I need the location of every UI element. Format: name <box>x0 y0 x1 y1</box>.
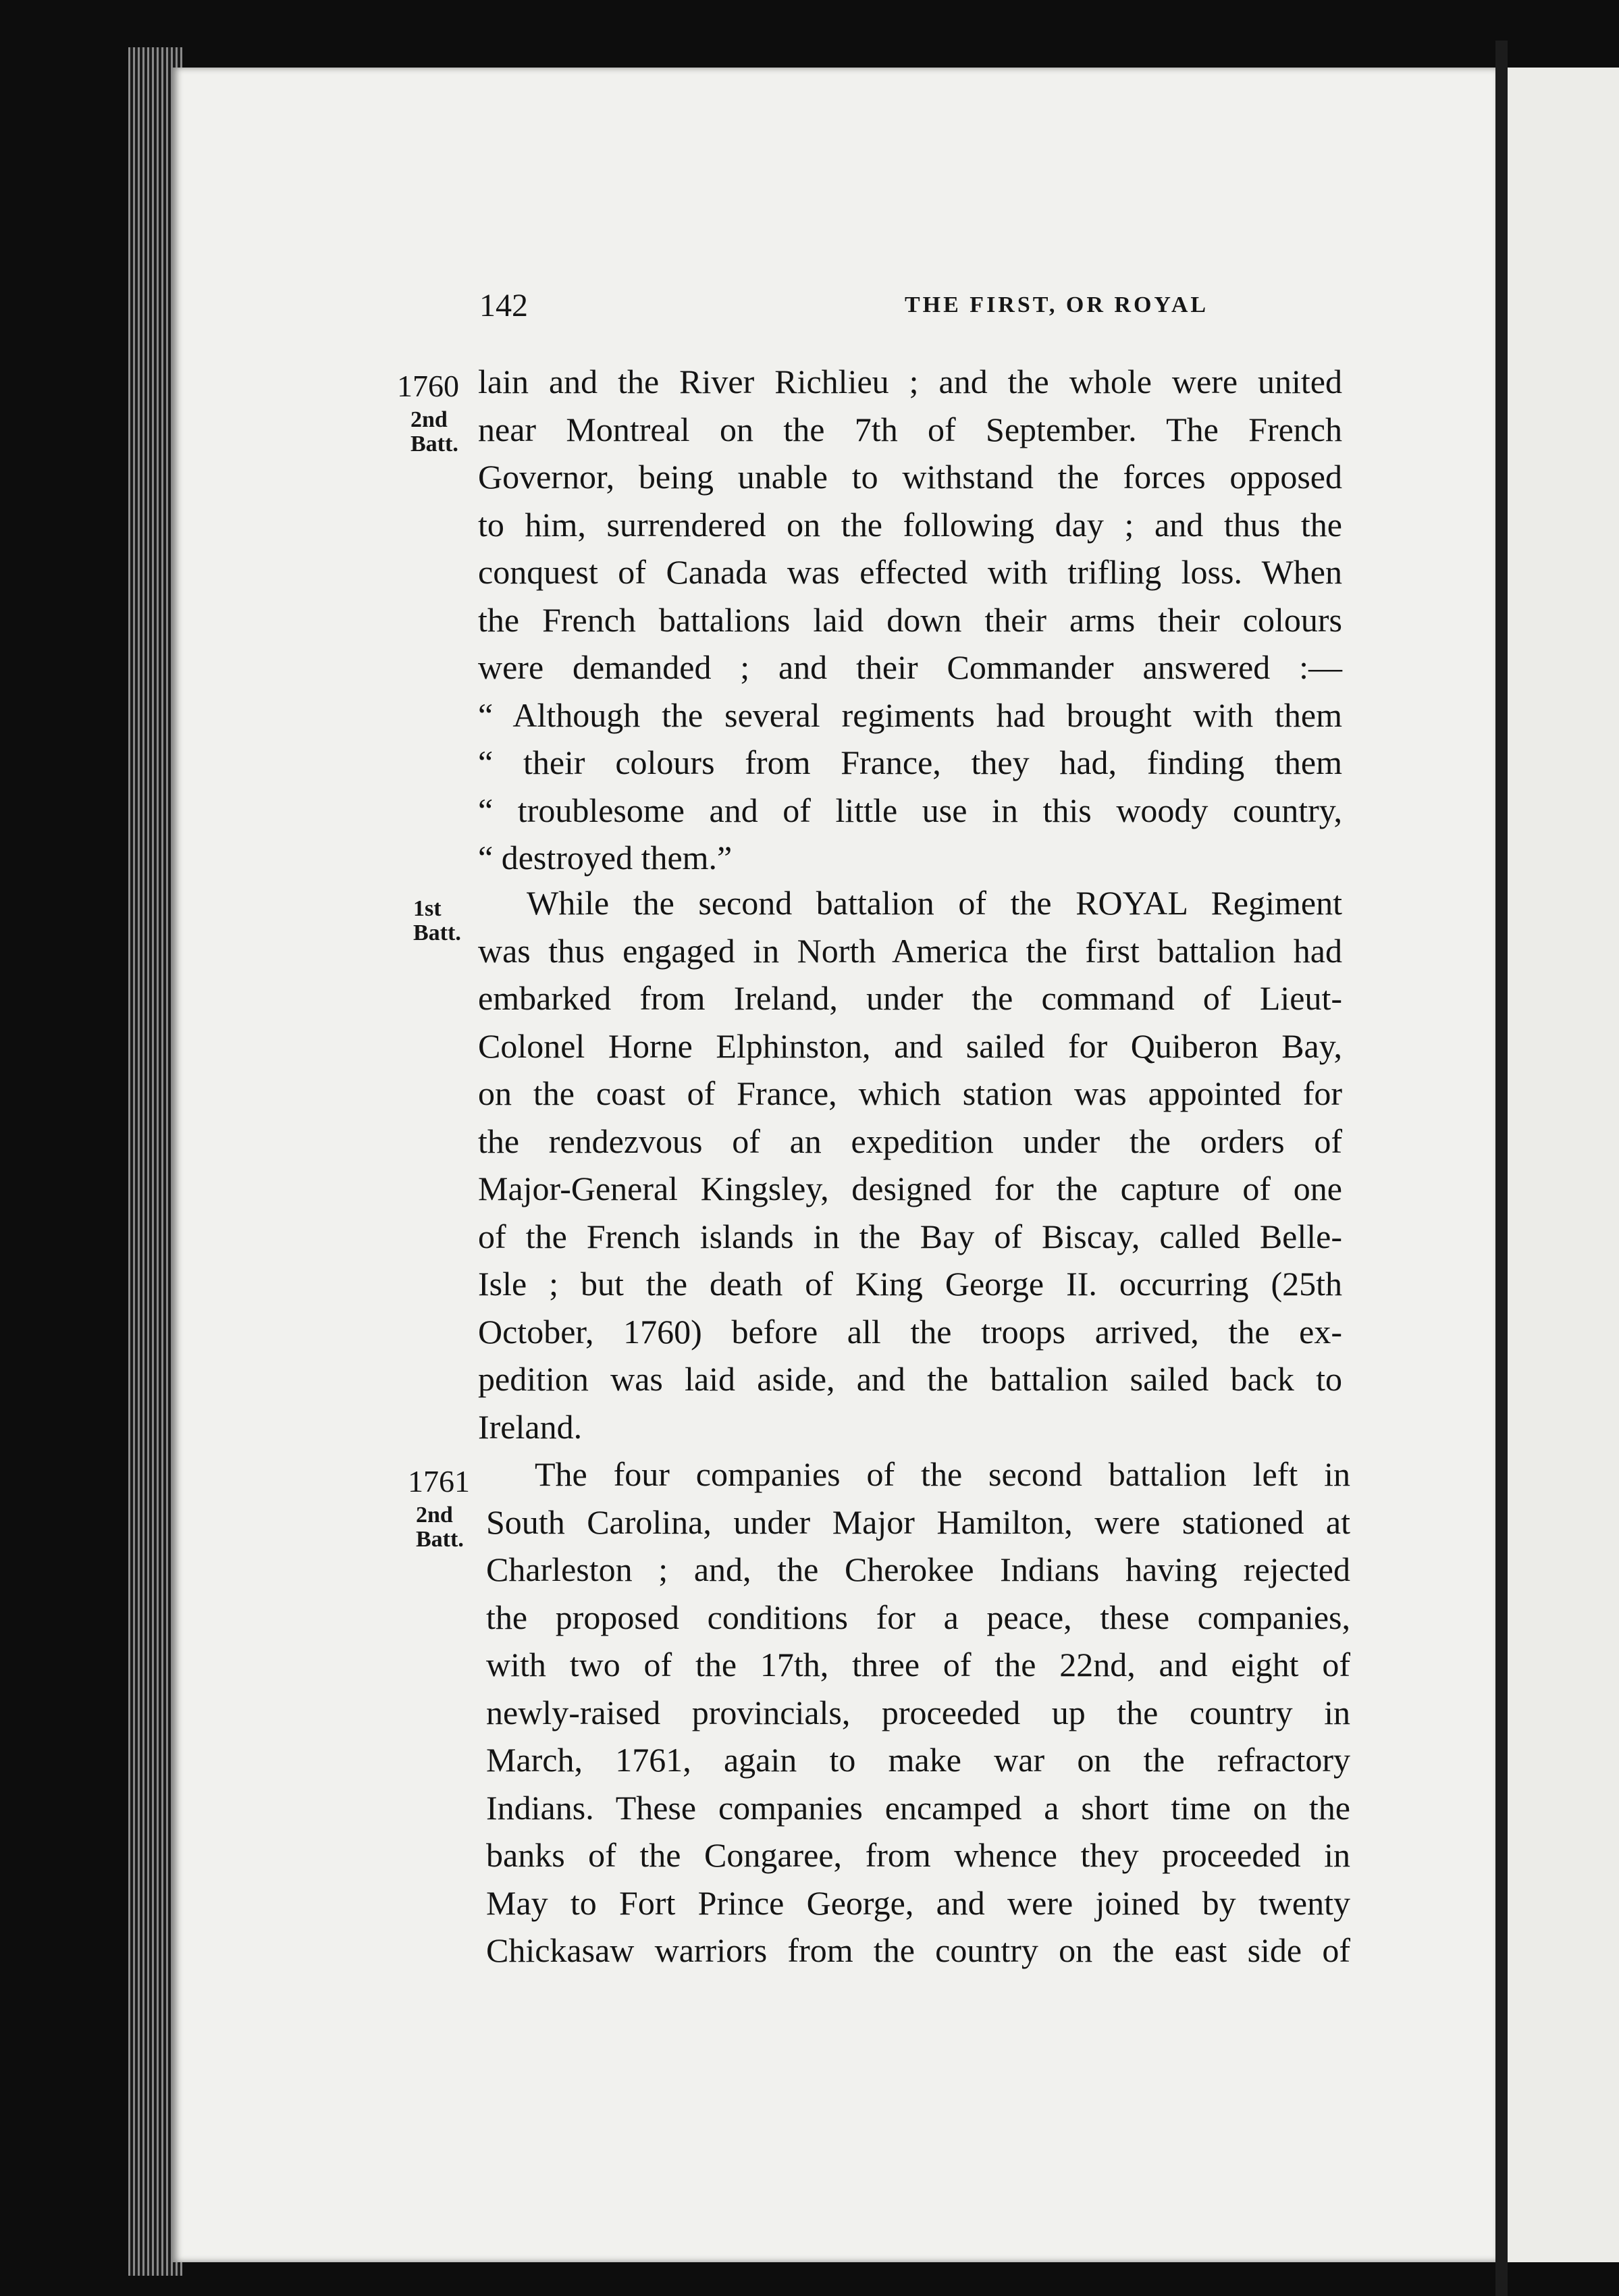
text-line: banks of the Congaree, from whence they proceeded in <box>486 1836 1350 1874</box>
text-line: While the second battalion of the ROYAL Regiment <box>527 884 1342 922</box>
text-line: Colonel Horne Elphinston, and sailed for Quiberon Bay, <box>478 1026 1342 1065</box>
text-line: South Carolina, under Major Hamilton, were stationed at <box>486 1503 1350 1541</box>
text-line: Indians. These companies encamped a short time on the <box>486 1788 1350 1827</box>
text-line: were demanded ; and their Commander answered :— <box>478 648 1342 686</box>
text-line: Major-General Kingsley, designed for the capture of one <box>478 1170 1342 1207</box>
text-line: Chickasaw warriors from the country on the east side of <box>486 1931 1350 1969</box>
running-title: THE FIRST, OR ROYAL <box>905 292 1209 317</box>
text-line: Governor, being unable to withstand the forces opposed <box>478 458 1342 496</box>
text-line: lain and the River Richlieu ; and the whole were united <box>478 363 1342 400</box>
text-line: with two of the 17th, three of the 22nd, and eight of <box>486 1646 1350 1684</box>
margin-note-battalion: 2nd Batt. <box>410 407 458 456</box>
text-line: “ destroyed them.” <box>478 839 733 877</box>
text-line: pedition was laid aside, and the battalion sailed back to <box>478 1360 1342 1398</box>
margin-note-year: 1760 <box>397 369 459 403</box>
text-line: the French battalions laid down their arms their colours <box>478 600 1342 639</box>
text-line: was thus engaged in North America the first battalion had <box>478 931 1342 970</box>
text-line: newly-raised provincials, proceeded up the country in <box>486 1693 1350 1731</box>
text-line: of the French islands in the Bay of Biscay, called Belle- <box>478 1217 1342 1255</box>
margin-note-battalion: 2nd Batt. <box>416 1503 464 1552</box>
text-line: “ their colours from France, they had, finding them <box>478 743 1342 781</box>
margin-note-battalion: 1st Batt. <box>413 896 461 945</box>
text-line: Isle ; but the death of King George II. occurring (25th <box>478 1265 1342 1303</box>
text-line: conquest of Canada was effected with trifling loss. When <box>478 553 1342 591</box>
text-line: March, 1761, again to make war on the refractory <box>486 1741 1350 1779</box>
text-line: on the coast of France, which station was appointed for <box>478 1074 1342 1112</box>
book-gutter <box>1495 41 1508 2296</box>
running-head <box>172 287 1495 341</box>
text-line: Ireland. <box>478 1407 583 1446</box>
text-line: the proposed conditions for a peace, these companies, <box>486 1598 1350 1636</box>
text-line: embarked from Ireland, under the command of Lieut- <box>478 979 1342 1017</box>
text-line: The four companies of the second battalion left in <box>535 1455 1350 1493</box>
text-line: May to Fort Prince George, and were joined by twenty <box>486 1883 1350 1922</box>
text-line: “ Although the several regiments had brought with them <box>478 696 1342 734</box>
paragraph-1 <box>478 358 1342 882</box>
margin-note-1st-batt <box>413 897 474 945</box>
margin-note-1761 <box>408 1465 477 1552</box>
margin-note-year: 1761 <box>408 1464 470 1498</box>
paragraph-2 <box>478 879 1342 1451</box>
text-line: “ troublesome and of little use in this woody country, <box>478 791 1342 829</box>
text-line: near Montreal on the 7th of September. The French <box>478 410 1342 448</box>
page-number: 142 <box>479 288 528 323</box>
text-line: the rendezvous of an expedition under the orders of <box>478 1122 1342 1160</box>
facing-page-edge <box>1508 68 1619 2262</box>
text-line: October, 1760) before all the troops arrived, the ex- <box>478 1312 1342 1351</box>
text-line: to him, surrendered on the following day ; and thus the <box>478 505 1342 544</box>
paragraph-3 <box>486 1451 1350 1975</box>
margin-note-1760 <box>397 370 471 456</box>
text-line: Charleston ; and, the Cherokee Indians having rejected <box>486 1550 1350 1588</box>
